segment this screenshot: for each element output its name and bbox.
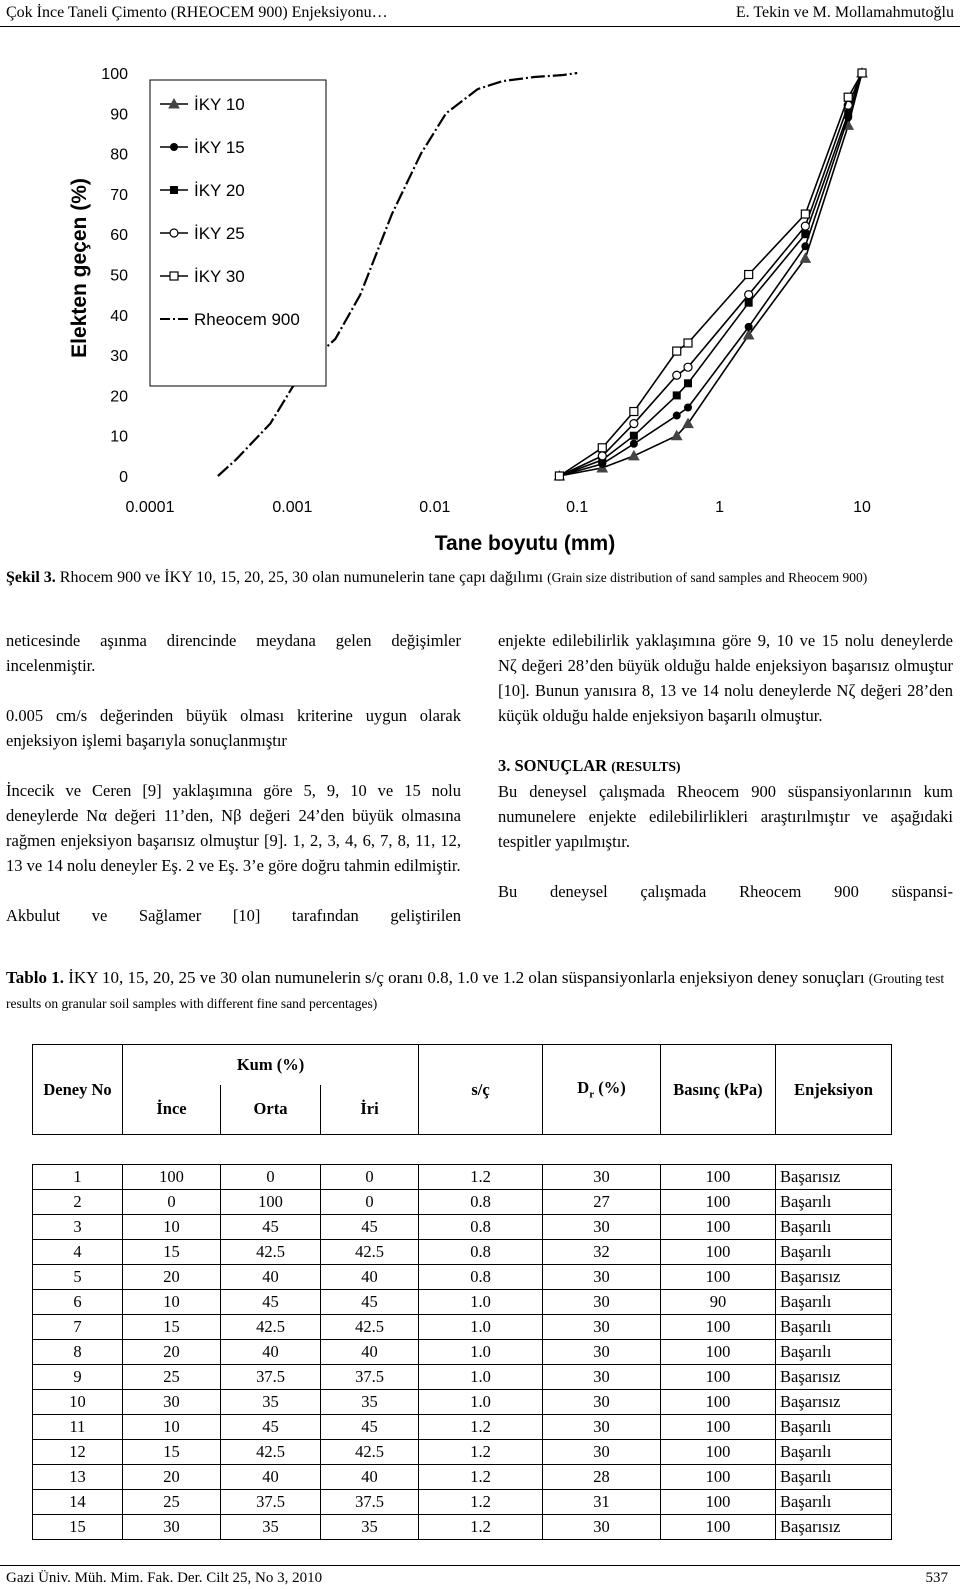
table-cell: 11	[33, 1415, 123, 1440]
table-cell: 20	[123, 1265, 221, 1290]
table-row	[33, 1415, 892, 1440]
table-cell: 35	[221, 1390, 321, 1415]
table-cell: Başarısız	[776, 1365, 892, 1390]
table-row	[33, 1515, 892, 1540]
table-cell: 40	[321, 1340, 419, 1365]
table-row	[33, 1340, 892, 1365]
table-cell: 90	[661, 1290, 776, 1315]
col-header-orta: Orta	[221, 1085, 321, 1135]
table-cell: 30	[543, 1215, 661, 1240]
data-point	[801, 230, 809, 238]
y-tick-label: 40	[110, 307, 128, 325]
table-cell: 100	[661, 1265, 776, 1290]
data-point	[745, 323, 753, 331]
data-point	[673, 347, 681, 355]
data-point	[629, 451, 639, 460]
table-cell: Başarılı	[776, 1415, 892, 1440]
table-cell: 1.2	[419, 1415, 543, 1440]
table-cell: 1.2	[419, 1440, 543, 1465]
left-paragraph-1: neticesinde aşınma direncinde meydana gelen değişimler incelenmiştir.	[6, 631, 461, 675]
table-cell: 100	[661, 1515, 776, 1540]
col-header-kum: Kum (%)	[123, 1045, 419, 1085]
table-cell: Başarılı	[776, 1240, 892, 1265]
table-cell: 45	[321, 1290, 419, 1315]
header-divider	[0, 26, 960, 27]
y-axis-title: Elekten geçen (%)	[68, 178, 91, 358]
table-caption	[6, 966, 951, 1016]
data-point	[801, 222, 809, 230]
table-cell: 10	[123, 1215, 221, 1240]
table-row	[33, 1490, 892, 1515]
footer-divider	[0, 1565, 960, 1566]
col-header-ince: İnce	[123, 1085, 221, 1135]
table-cell: Başarılı	[776, 1190, 892, 1215]
x-axis-title: Tane boyutu (mm)	[434, 532, 616, 555]
table-cell: 25	[123, 1365, 221, 1390]
y-tick-label: 90	[110, 106, 128, 124]
table-cell: 45	[321, 1215, 419, 1240]
data-point	[598, 444, 606, 452]
x-tick-label: 10	[853, 499, 871, 516]
table-cell: 40	[321, 1465, 419, 1490]
table-cell: 0.8	[419, 1240, 543, 1265]
legend-marker	[170, 272, 178, 280]
table-cell: 42.5	[321, 1440, 419, 1465]
table-cell: 10	[123, 1415, 221, 1440]
table-cell: 1.2	[419, 1490, 543, 1515]
table-cell: 3	[33, 1215, 123, 1240]
table-cell: 9	[33, 1365, 123, 1390]
table-row	[33, 1390, 892, 1415]
table-cell: 100	[661, 1390, 776, 1415]
table-cell: 25	[123, 1490, 221, 1515]
table-cell: 10	[33, 1390, 123, 1415]
x-tick-label: 0.001	[272, 499, 313, 516]
y-tick-label: 60	[110, 227, 128, 245]
section-heading-title: 3. SONUÇLAR	[498, 756, 608, 775]
legend-label: Rheocem 900	[194, 310, 300, 329]
table-cell: 1.0	[419, 1390, 543, 1415]
table-cell: 100	[661, 1315, 776, 1340]
table-cell: 42.5	[221, 1240, 321, 1265]
table-cell: 100	[661, 1440, 776, 1465]
table-row	[33, 1365, 892, 1390]
x-tick-label: 0.0001	[125, 499, 175, 516]
table-cell: 30	[543, 1315, 661, 1340]
running-header-title: Çok İnce Taneli Çimento (RHEOCEM 900) Enjeksiyonu…	[6, 4, 388, 21]
table-cell: 30	[123, 1390, 221, 1415]
series-line	[559, 73, 862, 476]
table-cell: 30	[543, 1340, 661, 1365]
table-row	[33, 1290, 892, 1315]
col-header-dr: $D_r$ (%)	[543, 1045, 661, 1135]
table-cell: 27	[543, 1190, 661, 1215]
table-cell: 0	[321, 1165, 419, 1190]
table-cell: 45	[321, 1415, 419, 1440]
table-cell: 42.5	[221, 1315, 321, 1340]
table-cell: 15	[33, 1515, 123, 1540]
col-header-deney: Deney No	[33, 1045, 123, 1135]
y-tick-label: 70	[110, 186, 128, 204]
table-row	[33, 1265, 892, 1290]
table-cell: 1.2	[419, 1165, 543, 1190]
table-cell: 1.2	[419, 1465, 543, 1490]
table-cell: 6	[33, 1290, 123, 1315]
left-paragraph-2: 0.005 cm/s değerinden büyük olması kriterine uygun olarak enjeksiyon işlemi başarıyla sonuçlanmıştır	[6, 706, 461, 750]
table-cell: 10	[123, 1290, 221, 1315]
table-cell: 14	[33, 1490, 123, 1515]
col-header-basinc: Basınç (kPa)	[661, 1045, 776, 1135]
y-tick-label: 30	[110, 348, 128, 366]
table-cell: 100	[221, 1190, 321, 1215]
table-cell: 35	[321, 1515, 419, 1540]
y-tick-label: 10	[110, 428, 128, 446]
table-cell: Başarılı	[776, 1290, 892, 1315]
table-cell: 1	[33, 1165, 123, 1190]
table-cell: 1.0	[419, 1315, 543, 1340]
page-number: 537	[925, 1570, 948, 1586]
table-cell: 32	[543, 1240, 661, 1265]
right-paragraph-3: Bu deneysel çalışmada Rheocem 900 süspansi-	[498, 882, 953, 901]
table-row	[33, 1165, 892, 1190]
col-header-sc: s/ç	[419, 1045, 543, 1135]
grain-size-chart	[0, 40, 960, 560]
table-cell: 7	[33, 1315, 123, 1340]
table-cell: 1.0	[419, 1365, 543, 1390]
table-cell: 30	[543, 1390, 661, 1415]
data-point	[673, 412, 681, 420]
table-cell: 1.2	[419, 1515, 543, 1540]
table-cell: 12	[33, 1440, 123, 1465]
table-cell: 28	[543, 1465, 661, 1490]
table-cell: 37.5	[221, 1490, 321, 1515]
y-tick-label: 100	[101, 66, 128, 83]
table-cell: 100	[661, 1415, 776, 1440]
table-cell: 45	[221, 1415, 321, 1440]
table-row	[33, 1465, 892, 1490]
series-line	[559, 73, 862, 476]
table-cell: 20	[123, 1465, 221, 1490]
table-cell: 37.5	[321, 1490, 419, 1515]
left-paragraph-3: İncecik ve Ceren [9] yaklaşımına göre 5, 9, 10 ve 15 nolu deneylerde Nα değeri 11’den, Nβ değeri 24’den büyük olmasına rağmen enjeksiyon başarısız olmuştur [9]. 1, 2, 3, 4, 6, 7, 8, 11, 12, 13 ve 14 nolu deneyler Eş. 2 ve Eş. 3’e göre doğru tahmin edilmiştir.	[6, 781, 461, 875]
table-cell: 15	[123, 1315, 221, 1340]
table-cell: 1.0	[419, 1340, 543, 1365]
legend-marker	[170, 229, 178, 237]
table-cell: 40	[221, 1265, 321, 1290]
figure-caption-text: Rhocem 900 ve İKY 10, 15, 20, 25, 30 olan numunelerin tane çapı dağılımı	[59, 569, 544, 586]
table-cell: Başarısız	[776, 1515, 892, 1540]
data-point	[844, 93, 852, 101]
legend-marker	[170, 186, 178, 194]
series-line	[559, 73, 862, 476]
table-cell: 40	[221, 1340, 321, 1365]
data-point	[684, 379, 692, 387]
left-paragraph-4: Akbulut ve Sağlamer [10] tarafından geliştirilen	[6, 906, 461, 925]
data-point	[745, 299, 753, 307]
results-table	[32, 1044, 892, 1540]
x-tick-label: 0.01	[419, 499, 451, 516]
col-header-enjeksiyon: Enjeksiyon	[776, 1045, 892, 1135]
table-cell: 2	[33, 1190, 123, 1215]
table-cell: 100	[661, 1190, 776, 1215]
col-header-iri: İri	[321, 1085, 419, 1135]
data-point	[684, 363, 692, 371]
y-tick-label: 80	[110, 146, 128, 164]
y-tick-label: 50	[110, 267, 128, 285]
table-cell: 30	[543, 1365, 661, 1390]
data-point	[858, 69, 866, 77]
figure-label: Şekil 3.	[6, 569, 56, 586]
data-point	[801, 210, 809, 218]
table-cell: Başarılı	[776, 1315, 892, 1340]
table-cell: 0.8	[419, 1215, 543, 1240]
table-cell: 37.5	[221, 1365, 321, 1390]
table-cell: 31	[543, 1490, 661, 1515]
y-tick-label: 0	[119, 469, 128, 486]
table-cell: 100	[123, 1165, 221, 1190]
table-cell: 45	[221, 1290, 321, 1315]
table-cell: 15	[123, 1240, 221, 1265]
data-point	[745, 271, 753, 279]
table-cell: 15	[123, 1440, 221, 1465]
table-cell: 100	[661, 1490, 776, 1515]
table-cell: 0.8	[419, 1190, 543, 1215]
data-point	[630, 420, 638, 428]
table-cell: Başarılı	[776, 1340, 892, 1365]
table-cell: 0	[221, 1165, 321, 1190]
legend-label: İKY 25	[194, 224, 245, 243]
left-column	[6, 628, 461, 928]
table-cell: Başarısız	[776, 1165, 892, 1190]
table-cell: 35	[321, 1390, 419, 1415]
series-line	[559, 73, 862, 476]
data-point	[745, 291, 753, 299]
table-cell: 40	[221, 1465, 321, 1490]
table-cell: 37.5	[321, 1365, 419, 1390]
table-row	[33, 1315, 892, 1340]
table-cell: 30	[543, 1290, 661, 1315]
table-cell: 35	[221, 1515, 321, 1540]
table-cell: 30	[543, 1440, 661, 1465]
section-heading	[498, 753, 953, 779]
table-cell: 100	[661, 1240, 776, 1265]
data-point	[630, 408, 638, 416]
table-cell: 100	[661, 1165, 776, 1190]
table-cell: Başarısız	[776, 1265, 892, 1290]
data-point	[801, 242, 809, 250]
table-cell: Başarılı	[776, 1490, 892, 1515]
data-point	[673, 391, 681, 399]
section-heading-english: (RESULTS)	[611, 759, 681, 774]
table-cell: 42.5	[321, 1315, 419, 1340]
legend-marker	[170, 143, 178, 151]
data-point	[630, 432, 638, 440]
legend-label: İKY 20	[194, 181, 245, 200]
data-point	[673, 371, 681, 379]
table-cell: 4	[33, 1240, 123, 1265]
table-cell: 30	[543, 1415, 661, 1440]
table-cell: 42.5	[221, 1440, 321, 1465]
table-cell: 13	[33, 1465, 123, 1490]
table-cell: Başarılı	[776, 1440, 892, 1465]
figure-caption-english: (Grain size distribution of sand samples and Rheocem 900)	[547, 570, 868, 585]
right-paragraph-2: Bu deneysel çalışmada Rheocem 900 süspansiyonlarının kum numunelere enjekte edilebilirlikleri araştırılmıştır ve aşağıdaki tespitler yapılmıştır.	[498, 782, 953, 851]
series-line	[559, 73, 862, 476]
table-cell: 30	[543, 1165, 661, 1190]
data-point	[800, 253, 810, 262]
data-point	[598, 452, 606, 460]
table-cell: Başarılı	[776, 1215, 892, 1240]
table-cell: 40	[321, 1265, 419, 1290]
table-row	[33, 1440, 892, 1465]
figure-caption	[6, 568, 951, 588]
table-cell: 100	[661, 1365, 776, 1390]
table-cell: 0.8	[419, 1265, 543, 1290]
legend-label: İKY 30	[194, 267, 245, 286]
table-cell: 0	[321, 1190, 419, 1215]
table-cell: 42.5	[321, 1240, 419, 1265]
table-row	[33, 1190, 892, 1215]
x-tick-label: 0.1	[566, 499, 589, 516]
x-tick-label: 1	[715, 499, 725, 516]
table-cell: 20	[123, 1340, 221, 1365]
table-row	[33, 1215, 892, 1240]
data-point	[684, 403, 692, 411]
right-column	[498, 628, 953, 904]
running-header-authors: E. Tekin ve M. Mollamahmutoğlu	[735, 4, 954, 21]
table-cell: Başarılı	[776, 1465, 892, 1490]
table-cell: 45	[221, 1215, 321, 1240]
table-cell: 5	[33, 1265, 123, 1290]
table-cell: 1.0	[419, 1290, 543, 1315]
table-cell: 100	[661, 1465, 776, 1490]
journal-citation: Gazi Üniv. Müh. Mim. Fak. Der. Cilt 25, No 3, 2010	[6, 1570, 323, 1586]
table-row	[33, 1240, 892, 1265]
data-point	[555, 472, 563, 480]
table-cell: 0	[123, 1190, 221, 1215]
table-cell: 30	[123, 1515, 221, 1540]
table-cell: 100	[661, 1340, 776, 1365]
table-title: İKY 10, 15, 20, 25 ve 30 olan numunelerin s/ç oranı 0.8, 1.0 ve 1.2 olan süspansiyonlarla enjeksiyon deney sonuçları	[68, 968, 865, 987]
table-cell: 100	[661, 1215, 776, 1240]
table-cell: Başarısız	[776, 1390, 892, 1415]
right-paragraph-1: enjekte edilebilirlik yaklaşımına göre 9, 10 ve 15 nolu deneylerde Nζ değeri 28’den büyük olduğu halde enjeksiyon başarısız olmuştur [10]. Bunun yanısıra 8, 13 ve 14 nolu deneylerde Nζ değeri 28’den küçük olduğu halde enjeksiyon başarılı olmuştur.	[498, 631, 953, 725]
table-title-english: (Grouting test results on granular soil samples with different fine sand percentages)	[6, 971, 945, 1011]
data-point	[683, 419, 693, 428]
y-tick-label: 20	[110, 388, 128, 406]
table-cell: 30	[543, 1265, 661, 1290]
data-point	[684, 339, 692, 347]
table-cell: 8	[33, 1340, 123, 1365]
table-cell: 30	[543, 1515, 661, 1540]
table-label: Tablo 1.	[6, 968, 64, 987]
legend-label: İKY 10	[194, 95, 245, 114]
table-spacer	[33, 1135, 892, 1165]
data-point	[630, 440, 638, 448]
legend-label: İKY 15	[194, 138, 245, 157]
